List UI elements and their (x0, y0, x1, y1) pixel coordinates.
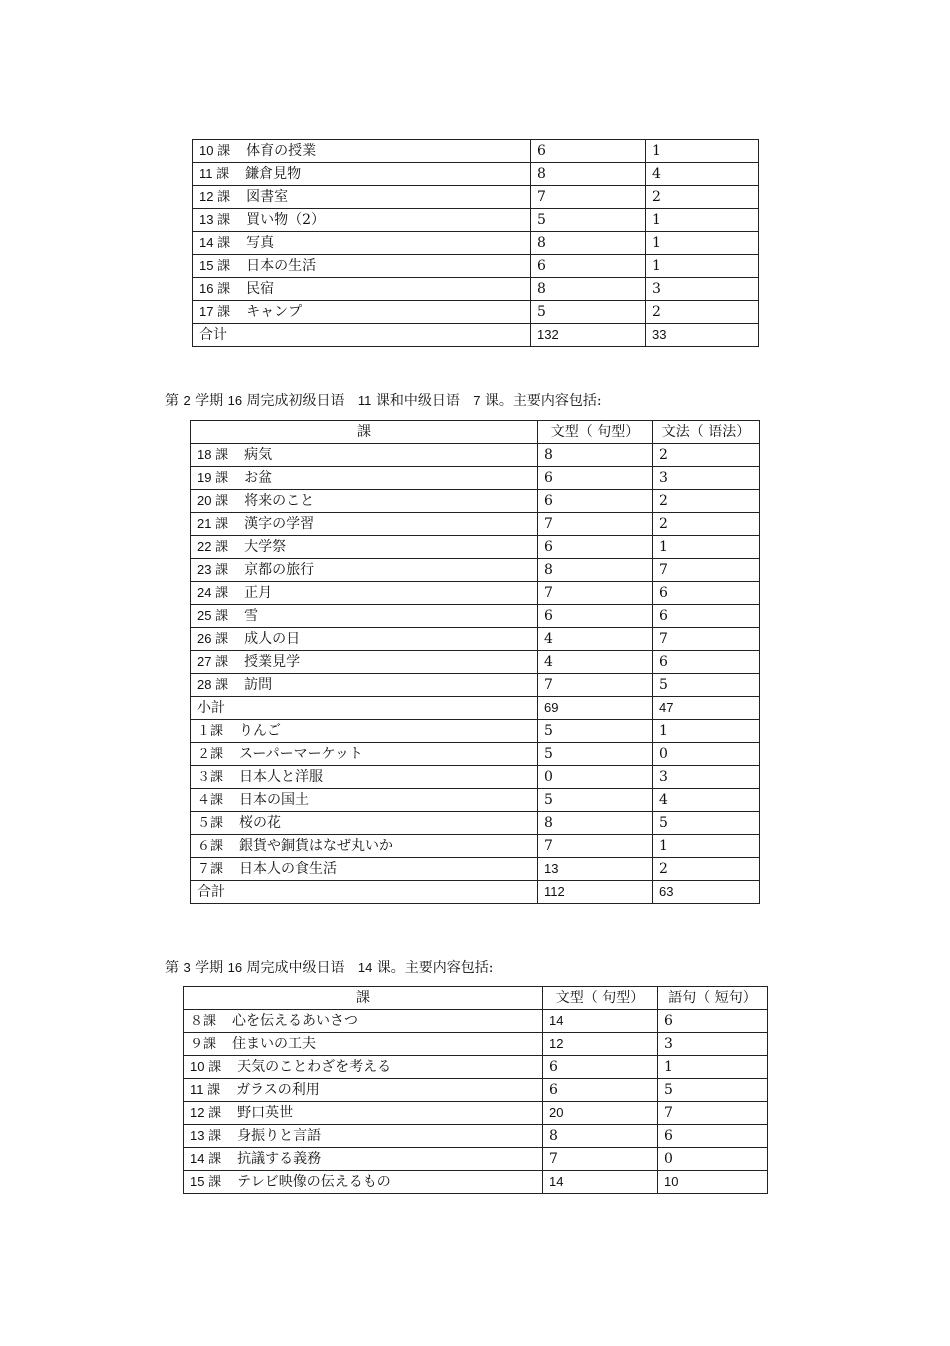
second-count: 3 (653, 467, 760, 490)
lesson-title: 雪 (244, 608, 259, 624)
text: 课。主要内容包括: (484, 393, 602, 409)
lesson-number: 27 課 (197, 654, 229, 669)
lesson-table-term1 (192, 139, 759, 347)
table-row (193, 163, 759, 186)
lesson-cell (191, 559, 538, 582)
week-count: 16 (227, 960, 243, 975)
lesson-cell (191, 812, 538, 835)
sentence-pattern-count: 0 (538, 766, 653, 789)
lesson-cell (193, 186, 531, 209)
table-row (191, 513, 760, 536)
second-count: 1 (646, 255, 759, 278)
lesson-title: 住まいの工夫 (232, 1036, 317, 1052)
lesson-title: 身振りと言語 (237, 1128, 322, 1144)
lesson-number: １課 (197, 723, 224, 738)
total-row-a: 132 (531, 324, 646, 347)
lesson-cell (184, 1056, 543, 1079)
second-count: 4 (653, 789, 760, 812)
header-lesson: 課 (184, 987, 543, 1010)
lesson-title: 病気 (244, 447, 273, 463)
table-row (191, 766, 760, 789)
table-row (191, 467, 760, 490)
lesson-number: 12 課 (190, 1105, 222, 1120)
lesson-cell (191, 444, 538, 467)
text: 课和中级日语 (375, 393, 460, 409)
table-row (184, 1079, 768, 1102)
lesson-number: ２課 (197, 746, 224, 761)
lesson-cell (191, 490, 538, 513)
lesson-number: 13 課 (199, 212, 231, 227)
sentence-pattern-count: 14 (543, 1010, 658, 1033)
table-row (191, 628, 760, 651)
lesson-title: 授業見学 (244, 654, 301, 670)
lesson-cell (191, 743, 538, 766)
lesson-number: 24 課 (197, 585, 229, 600)
total-row-b: 63 (653, 881, 760, 904)
table-row (184, 1125, 768, 1148)
lesson-number: 15 課 (199, 258, 231, 273)
header-grammar: 文法（ 语法） (653, 421, 760, 444)
lesson-cell (193, 209, 531, 232)
total-row (191, 881, 760, 904)
lesson-cell (191, 582, 538, 605)
sentence-pattern-count: 5 (531, 301, 646, 324)
second-count: 3 (653, 766, 760, 789)
sentence-pattern-count: 7 (531, 186, 646, 209)
total-row-label: 合計 (191, 881, 538, 904)
second-count: 2 (653, 513, 760, 536)
lesson-number: 19 課 (197, 470, 229, 485)
lesson-number: ５課 (197, 815, 224, 830)
table-row (191, 444, 760, 467)
second-count: 7 (653, 628, 760, 651)
sentence-pattern-count: 5 (538, 789, 653, 812)
subtotal-row-label: 小計 (191, 697, 538, 720)
second-count: 3 (646, 278, 759, 301)
lesson-number: ７課 (197, 861, 224, 876)
lesson-title: 将来のこと (244, 493, 315, 509)
lesson-count: 14 (357, 960, 373, 975)
lesson-table-term3 (183, 986, 768, 1194)
sentence-pattern-count: 12 (543, 1033, 658, 1056)
header-lesson: 課 (191, 421, 538, 444)
lesson-cell (193, 232, 531, 255)
second-count: 6 (658, 1125, 768, 1148)
table-row (191, 605, 760, 628)
sentence-pattern-count: 8 (531, 278, 646, 301)
text: 周完成初级日语 (246, 393, 345, 409)
sentence-pattern-count: 7 (543, 1148, 658, 1171)
table-row (191, 789, 760, 812)
lesson-title: 日本の国土 (239, 792, 310, 808)
second-count: 7 (658, 1102, 768, 1125)
lesson-title: 野口英世 (237, 1105, 294, 1121)
table-row (191, 674, 760, 697)
table-row (191, 490, 760, 513)
lesson-cell (184, 1148, 543, 1171)
lesson-cell (191, 536, 538, 559)
total-row-label: 合计 (193, 324, 531, 347)
term3-description (165, 957, 494, 977)
lesson-number: 25 課 (197, 608, 229, 623)
second-count: 5 (653, 674, 760, 697)
second-count: 0 (653, 743, 760, 766)
lesson-title: 体育の授業 (246, 143, 317, 159)
lesson-number: 14 課 (199, 235, 231, 250)
lesson-title: 銀貨や銅貨はなぜ丸いか (239, 838, 394, 854)
sentence-pattern-count: 6 (543, 1079, 658, 1102)
second-count: 2 (646, 301, 759, 324)
text: 周完成中级日语 (246, 960, 345, 976)
lesson-cell (184, 1125, 543, 1148)
lesson-title: テレビ映像の伝えるもの (237, 1174, 391, 1190)
lesson-number: 12 課 (199, 189, 231, 204)
table-header-row (191, 421, 760, 444)
sentence-pattern-count: 8 (531, 232, 646, 255)
second-count: 6 (658, 1010, 768, 1033)
second-count: 1 (646, 232, 759, 255)
lesson-number: ８課 (190, 1013, 217, 1028)
table-row (191, 812, 760, 835)
sentence-pattern-count: 5 (538, 720, 653, 743)
lesson-number: 23 課 (197, 562, 229, 577)
text: 学期 (195, 393, 224, 409)
sentence-pattern-count: 6 (543, 1056, 658, 1079)
second-count: 0 (658, 1148, 768, 1171)
text: 学期 (195, 960, 224, 976)
term-number: 3 (183, 960, 191, 975)
lesson-title: ガラスの利用 (236, 1082, 320, 1098)
table-row (193, 301, 759, 324)
lesson-number: ４課 (197, 792, 224, 807)
second-count: 1 (653, 720, 760, 743)
lesson-title: 漢字の学習 (244, 516, 315, 532)
sentence-pattern-count: 13 (538, 858, 653, 881)
table-row (191, 559, 760, 582)
table-row (191, 536, 760, 559)
lesson-title: 大学祭 (244, 539, 287, 555)
lesson-title: 成人の日 (244, 631, 301, 647)
week-count: 16 (227, 393, 243, 408)
sentence-pattern-count: 8 (531, 163, 646, 186)
lesson-number: 15 課 (190, 1174, 222, 1189)
text: 第 (165, 393, 179, 409)
lesson-number: 17 課 (199, 304, 231, 319)
sentence-pattern-count: 8 (538, 812, 653, 835)
lesson-title: キャンプ (246, 304, 303, 320)
lesson-title: 京都の旅行 (244, 562, 315, 578)
table-row (193, 140, 759, 163)
lesson-number: 14 課 (190, 1151, 222, 1166)
sentence-pattern-count: 14 (543, 1171, 658, 1194)
table-row (184, 1010, 768, 1033)
table-row (184, 1171, 768, 1194)
second-count: 1 (658, 1056, 768, 1079)
table-row (191, 835, 760, 858)
lesson-number: 16 課 (199, 281, 231, 296)
total-row-a: 112 (538, 881, 653, 904)
lesson-title: 写真 (246, 235, 275, 251)
lesson-cell (191, 858, 538, 881)
lesson-cell (184, 1102, 543, 1125)
second-count: 1 (646, 140, 759, 163)
table-row (193, 209, 759, 232)
subtotal-row-a: 69 (538, 697, 653, 720)
lesson-number: 28 課 (197, 677, 229, 692)
sentence-pattern-count: 6 (538, 467, 653, 490)
sentence-pattern-count: 8 (543, 1125, 658, 1148)
lesson-cell (184, 1010, 543, 1033)
second-count: 3 (658, 1033, 768, 1056)
sentence-pattern-count: 6 (538, 605, 653, 628)
sentence-pattern-count: 4 (538, 651, 653, 674)
lesson-cell (193, 255, 531, 278)
sentence-pattern-count: 7 (538, 513, 653, 536)
sentence-pattern-count: 6 (538, 536, 653, 559)
sentence-pattern-count: 20 (543, 1102, 658, 1125)
subtotal-row (191, 697, 760, 720)
table-row (191, 743, 760, 766)
table-row (191, 720, 760, 743)
table-row (191, 582, 760, 605)
second-count: 6 (653, 651, 760, 674)
lesson-number: 10 課 (199, 143, 231, 158)
sentence-pattern-count: 5 (538, 743, 653, 766)
lesson-number: 10 課 (190, 1059, 222, 1074)
second-count: 10 (658, 1171, 768, 1194)
lesson-number: ６課 (197, 838, 224, 853)
second-count: 7 (653, 559, 760, 582)
lesson-title: 民宿 (246, 281, 275, 297)
lesson-title: お盆 (244, 470, 273, 486)
table-row (191, 858, 760, 881)
second-count: 1 (653, 835, 760, 858)
lesson-title: 抗議する義務 (237, 1151, 322, 1167)
table-row (193, 232, 759, 255)
lesson-title: 正月 (244, 585, 273, 601)
second-count: 2 (653, 858, 760, 881)
lesson-number: 26 課 (197, 631, 229, 646)
second-count: 6 (653, 582, 760, 605)
lesson-title: 図書室 (246, 189, 289, 205)
lesson-title: 桜の花 (239, 815, 282, 831)
lesson-title: スーパーマーケット (239, 746, 363, 762)
second-count: 5 (653, 812, 760, 835)
lesson-title: 日本の生活 (246, 258, 317, 274)
total-row-b: 33 (646, 324, 759, 347)
lesson-cell (191, 789, 538, 812)
table-row (184, 1148, 768, 1171)
text: 课。主要内容包括: (376, 960, 494, 976)
lesson-cell (191, 835, 538, 858)
lesson-number: 11 課 (199, 166, 230, 181)
lesson-title: 日本人と洋服 (239, 769, 324, 785)
sentence-pattern-count: 7 (538, 835, 653, 858)
second-count: 1 (653, 536, 760, 559)
lesson-title: 買い物（2） (246, 212, 325, 228)
table-row (191, 651, 760, 674)
term-number: 2 (183, 393, 191, 408)
header-sentence-patterns: 文型（ 句型） (538, 421, 653, 444)
lesson-number: 11 課 (190, 1082, 221, 1097)
total-row (193, 324, 759, 347)
second-count: 6 (653, 605, 760, 628)
lesson-cell (191, 467, 538, 490)
lesson-count: 11 (357, 393, 372, 408)
lesson-number: ９課 (190, 1036, 217, 1051)
table-row (184, 1102, 768, 1125)
lesson-cell (193, 301, 531, 324)
second-count: 5 (658, 1079, 768, 1102)
lesson-cell (191, 651, 538, 674)
header-sentence-patterns: 文型（ 句型） (543, 987, 658, 1010)
table-row (184, 1033, 768, 1056)
table-header-row (184, 987, 768, 1010)
second-count: 2 (653, 444, 760, 467)
table-row (193, 255, 759, 278)
lesson-number: 18 課 (197, 447, 229, 462)
lesson-cell (184, 1079, 543, 1102)
sentence-pattern-count: 8 (538, 559, 653, 582)
sentence-pattern-count: 5 (531, 209, 646, 232)
second-count: 4 (646, 163, 759, 186)
lesson-cell (184, 1033, 543, 1056)
sentence-pattern-count: 4 (538, 628, 653, 651)
term2-description (165, 390, 602, 410)
lesson-cell (191, 513, 538, 536)
lesson-cell (193, 140, 531, 163)
second-count: 2 (646, 186, 759, 209)
sentence-pattern-count: 6 (531, 255, 646, 278)
lesson-title: りんご (239, 723, 282, 739)
lesson-cell (191, 674, 538, 697)
lesson-table-term2 (190, 420, 760, 904)
lesson-cell (191, 766, 538, 789)
table-row (184, 1056, 768, 1079)
lesson-number: 22 課 (197, 539, 229, 554)
sentence-pattern-count: 8 (538, 444, 653, 467)
table-row (193, 278, 759, 301)
lesson-title: 日本人の食生活 (239, 861, 338, 877)
lesson-number: ３課 (197, 769, 224, 784)
lesson-title: 訪問 (244, 677, 273, 693)
lesson-number: 20 課 (197, 493, 229, 508)
second-count: 1 (646, 209, 759, 232)
lesson-number: 21 課 (197, 516, 229, 531)
lesson-cell (184, 1171, 543, 1194)
lesson-count: 7 (473, 393, 481, 408)
header-phrases: 語句（ 短句） (658, 987, 768, 1010)
lesson-cell (193, 163, 531, 186)
sentence-pattern-count: 7 (538, 674, 653, 697)
sentence-pattern-count: 6 (538, 490, 653, 513)
sentence-pattern-count: 7 (538, 582, 653, 605)
text: 第 (165, 960, 179, 976)
sentence-pattern-count: 6 (531, 140, 646, 163)
table-row (193, 186, 759, 209)
lesson-title: 心を伝えるあいさつ (232, 1013, 359, 1029)
lesson-cell (191, 628, 538, 651)
lesson-cell (191, 720, 538, 743)
lesson-cell (193, 278, 531, 301)
lesson-title: 天気のことわざを考える (237, 1059, 392, 1075)
lesson-cell (191, 605, 538, 628)
lesson-title: 鎌倉見物 (245, 166, 302, 182)
second-count: 2 (653, 490, 760, 513)
subtotal-row-b: 47 (653, 697, 760, 720)
lesson-number: 13 課 (190, 1128, 222, 1143)
